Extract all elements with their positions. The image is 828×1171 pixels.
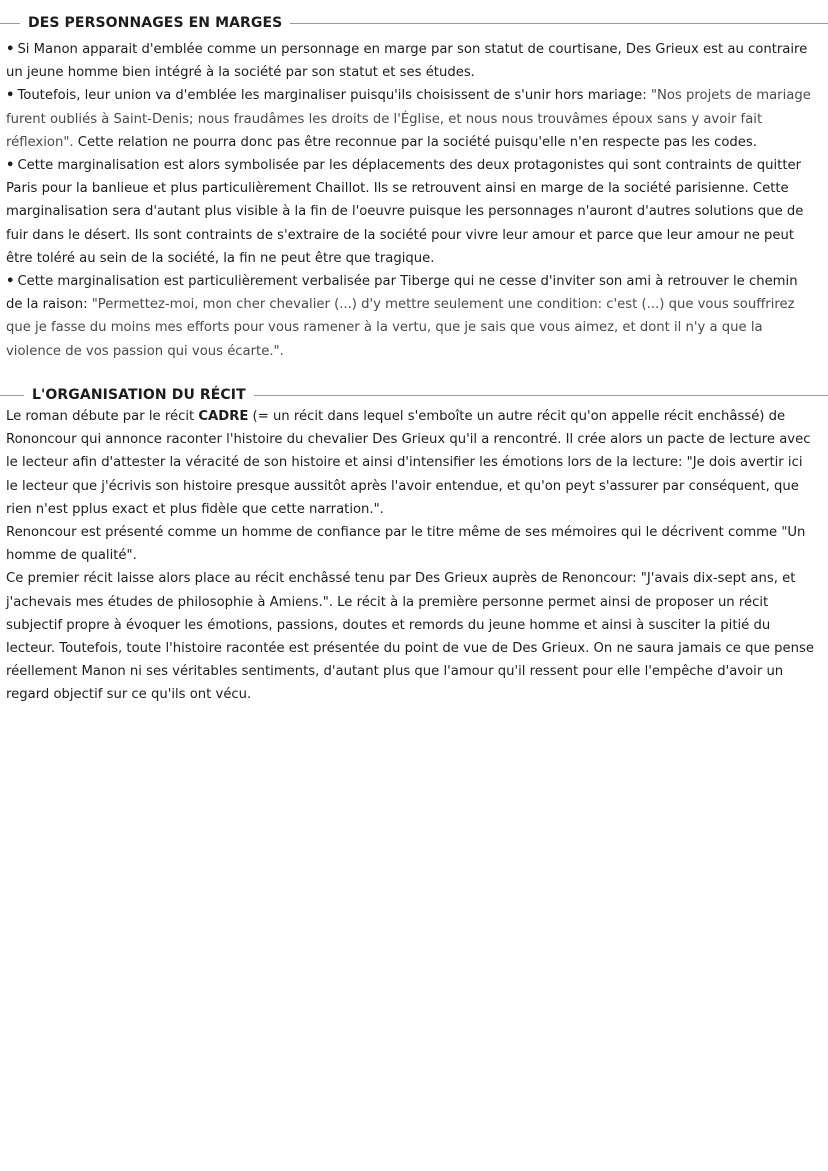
paragraph-2 — [6, 84, 818, 154]
paragraph-4 — [6, 270, 818, 363]
bullet-icon: • — [6, 158, 15, 174]
section-heading-organisation — [0, 384, 828, 406]
paragraph-text-after: (= un récit dans lequel s'emboîte un autre récit qu'on appelle récit enchâssé) de Rononcour qui annonce raconter l'histoire du chevalier Des Grieux qu'il a rencontré. Il crée alors un pacte de lecture avec le lecteur afin d'attester la véracité de son histoire et ainsi d'intensifier les émotions lors de la lecture: "Je dois avertir ici le lecteur que j'écrivis son histoire presque aussitôt après l'avoir entendue, et qu'on peyt s'assurer par conséquent, que rien n'est pplus exact et plus fidèle que cette narration.". — [6, 409, 811, 517]
paragraph-text: Le roman débute par le récit — [6, 409, 199, 424]
section-title: L'ORGANISATION DU RÉCIT — [32, 387, 246, 403]
section-title: DES PERSONNAGES EN MARGES — [28, 15, 283, 31]
paragraph-2: Renoncour est présenté comme un homme de confiance par le titre même de ses mémoires qui le décrivent comme "Un homme de qualité". — [6, 525, 806, 564]
emphasis-cadre: CADRE — [198, 409, 249, 424]
paragraph-text: Si Manon apparait d'emblée comme un personnage en marge par son statut de courtisane, Des Grieux est au contraire un jeune homme bien intégré à la société par son statut et ses études. — [6, 42, 808, 81]
quotation: "Nos projets de mariage furent oubliés à Saint-Denis; nous fraudâmes les droits de l'Église, et nous nous trouvâmes époux sans y avoir fait réflexion". — [6, 88, 811, 150]
paragraph-text: Cette marginalisation est alors symbolisée par les déplacements des deux protagonistes qui sont contraints de quitter Paris pour la banlieue et plus particulièrement Chaillot. Ils se retrouvent ainsi en marge de la société parisienne. Cette marginalisation sera d'autant plus visible à la fin de l'oeuvre puisque les personnages n'auront d'autres solutions que de fuir dans le désert. Ils sont contraints de s'extraire de la société pour vivre leur amour et parce que leur amour ne peut être toléré au sein de la société, la fin ne peut être que tragique. — [6, 158, 804, 266]
section-body-personnages — [6, 38, 818, 363]
heading-rule-right — [254, 395, 828, 396]
paragraph-1 — [6, 38, 818, 84]
quotation: "Permettez-moi, mon cher chevalier (...) d'y mettre seulement une condition: c'est (...) que vous souffrirez que je fasse du moins mes efforts pour vous ramener à la vertu, que je sais que vous aimez, et dont il n'y a que la violence de vos passion qui vous écarte.". — [6, 297, 795, 359]
section-body-organisation — [6, 405, 818, 707]
heading-rule-right — [290, 23, 828, 24]
paragraph-3: Ce premier récit laisse alors place au récit enchâssé tenu par Des Grieux auprès de Renoncour: "J'avais dix-sept ans, et j'achevais mes études de philosophie à Amiens.". Le récit à la première personne permet ainsi de proposer un récit subjectif propre à évoquer les émotions, passions, doutes et remords du jeune homme et ainsi à susciter la pitié du lecteur. Toutefois, toute l'histoire racontée est présentée du point de vue de Des Grieux. On ne saura jamais ce que pense réellement Manon ni ses véritables sentiments, d'autant plus que l'amour qu'il ressent pour elle l'empêche d'avoir un regard objectif sur ce qu'ils ont vécu. — [6, 571, 814, 703]
bullet-icon: • — [6, 88, 15, 104]
bullet-icon: • — [6, 274, 15, 290]
paragraph-1 — [6, 405, 818, 521]
section-heading-personnages — [0, 12, 828, 34]
bullet-icon: • — [6, 42, 15, 57]
heading-rule-left — [0, 23, 20, 24]
paragraph-3 — [6, 154, 818, 270]
paragraph-text: Toutefois, leur union va d'emblée les marginaliser puisqu'ils choisissent de s'unir hors mariage: — [17, 88, 651, 104]
paragraph-text: Cette marginalisation est particulièrement verbalisée par Tiberge qui ne cesse d'inviter son ami à retrouver le chemin de la raison: — [6, 274, 798, 313]
heading-rule-left — [0, 395, 24, 396]
paragraph-text-after: Cette relation ne pourra donc pas être reconnue par la société puisqu'elle n'en respecte pas les codes. — [73, 134, 757, 150]
